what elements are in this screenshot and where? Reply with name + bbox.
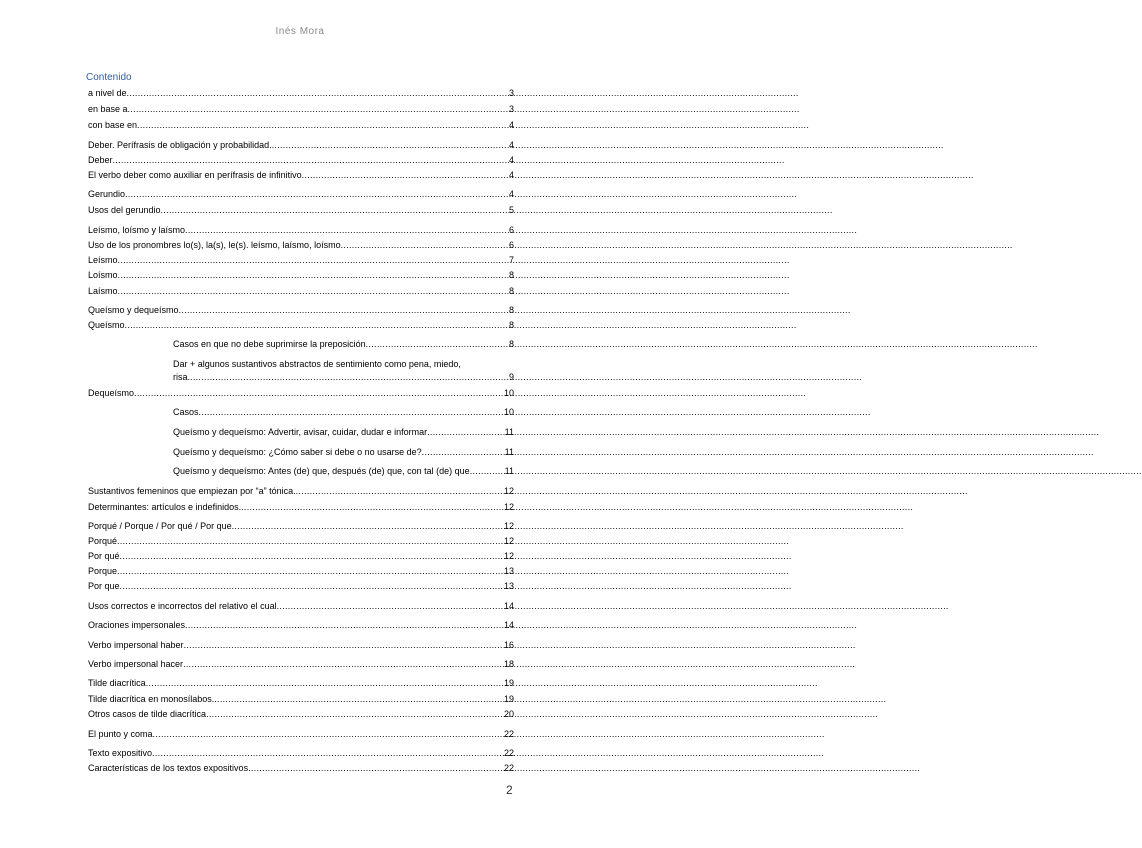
toc-entry[interactable]: risa. ..... 9 [173, 372, 514, 382]
toc-entry[interactable]: Otros casos de tilde diacrítica ..... 20 [88, 709, 514, 719]
toc-entry[interactable]: El verbo deber como auxiliar en perífrasis de infinitivo ..... 4 [88, 170, 514, 180]
toc-entry[interactable]: Usos correctos e incorrectos del relativo el cual ..... 14 [88, 601, 514, 611]
toc-entry[interactable]: Por que ..... 13 [88, 581, 514, 591]
toc-entry[interactable]: Oraciones impersonales ..... 14 [88, 620, 514, 630]
toc-entry[interactable]: Determinantes: artículos e indefinidos. ..... 12 [88, 502, 514, 512]
page-number: 2 [506, 783, 513, 797]
toc-entry[interactable]: con base en ..... 4 [88, 120, 514, 130]
toc-entry[interactable]: Queísmo y dequeísmo ..... 8 [88, 305, 514, 315]
toc-entry[interactable]: Dequeísmo ..... 10 [88, 388, 514, 398]
toc-entry[interactable]: a nivel de ..... 3 [88, 88, 514, 98]
toc-entry[interactable]: Tilde diacrítica ..... 19 [88, 678, 514, 688]
toc-entry[interactable]: Sustantivos femeninos que empiezan por “a” tónica. ..... 12 [88, 486, 514, 496]
toc-entry[interactable]: Porqué / Porque / Por qué / Por que ..... 12 [88, 521, 514, 531]
toc-entry[interactable]: Gerundio ..... 4 [88, 189, 514, 199]
toc-entry[interactable]: en base a ..... 3 [88, 104, 514, 114]
toc-entry[interactable]: Deber ..... 4 [88, 155, 514, 165]
toc-entry[interactable]: Queísmo y dequeísmo: ¿Cómo saber si debe o no usarse de? ..... 11 [173, 447, 514, 457]
toc-entry[interactable]: Leísmo ..... 7 [88, 255, 514, 265]
toc-entry[interactable]: Texto expositivo ..... 22 [88, 748, 514, 758]
toc-entry[interactable]: Loísmo ..... 8 [88, 270, 514, 280]
toc-heading: Contenido [86, 72, 132, 83]
toc-entry[interactable]: Verbo impersonal haber ..... 16 [88, 640, 514, 650]
toc-entry[interactable]: Queísmo y dequeísmo: Advertir, avisar, cuidar, dudar e informar ..... 11 [173, 427, 514, 437]
toc-entry[interactable]: Por qué ..... 12 [88, 551, 514, 561]
toc-entry[interactable]: El punto y coma ..... 22 [88, 729, 514, 739]
toc-entry[interactable]: Tilde diacrítica en monosílabos. ..... 19 [88, 694, 514, 704]
toc-entry[interactable]: Porqué ..... 12 [88, 536, 514, 546]
toc-entry[interactable]: Uso de los pronombres lo(s), la(s), le(s). leísmo, laísmo, loísmo ..... 6 [88, 240, 514, 250]
toc-entry[interactable]: Porque ..... 13 [88, 566, 514, 576]
toc-entry[interactable]: Laísmo ..... 8 [88, 286, 514, 296]
toc-entry[interactable]: Características de los textos expositivos ..... 22 [88, 763, 514, 773]
toc-entry[interactable]: Verbo impersonal hacer ..... 18 [88, 659, 514, 669]
toc-entry[interactable]: Casos en que no debe suprimirse la preposición ..... 8 [173, 339, 514, 349]
toc-entry[interactable]: Deber. Perífrasis de obligación y probabilidad. ..... 4 [88, 140, 514, 150]
toc-entry[interactable]: Usos del gerundio ..... 5 [88, 205, 514, 215]
toc-entry[interactable]: Queísmo y dequeísmo: Antes (de) que, después (de) que, con tal (de) que ..... 11 [173, 466, 514, 476]
header-author: Inés Mora [275, 26, 325, 37]
toc-entry[interactable]: Leísmo, loísmo y laísmo ..... 6 [88, 225, 514, 235]
toc-entry-wrapped-line[interactable]: Dar + algunos sustantivos abstractos de sentimiento como pena, miedo, [173, 359, 461, 369]
toc-entry[interactable]: Casos ..... 10 [173, 407, 514, 417]
toc-entry[interactable]: Queísmo ..... 8 [88, 320, 514, 330]
